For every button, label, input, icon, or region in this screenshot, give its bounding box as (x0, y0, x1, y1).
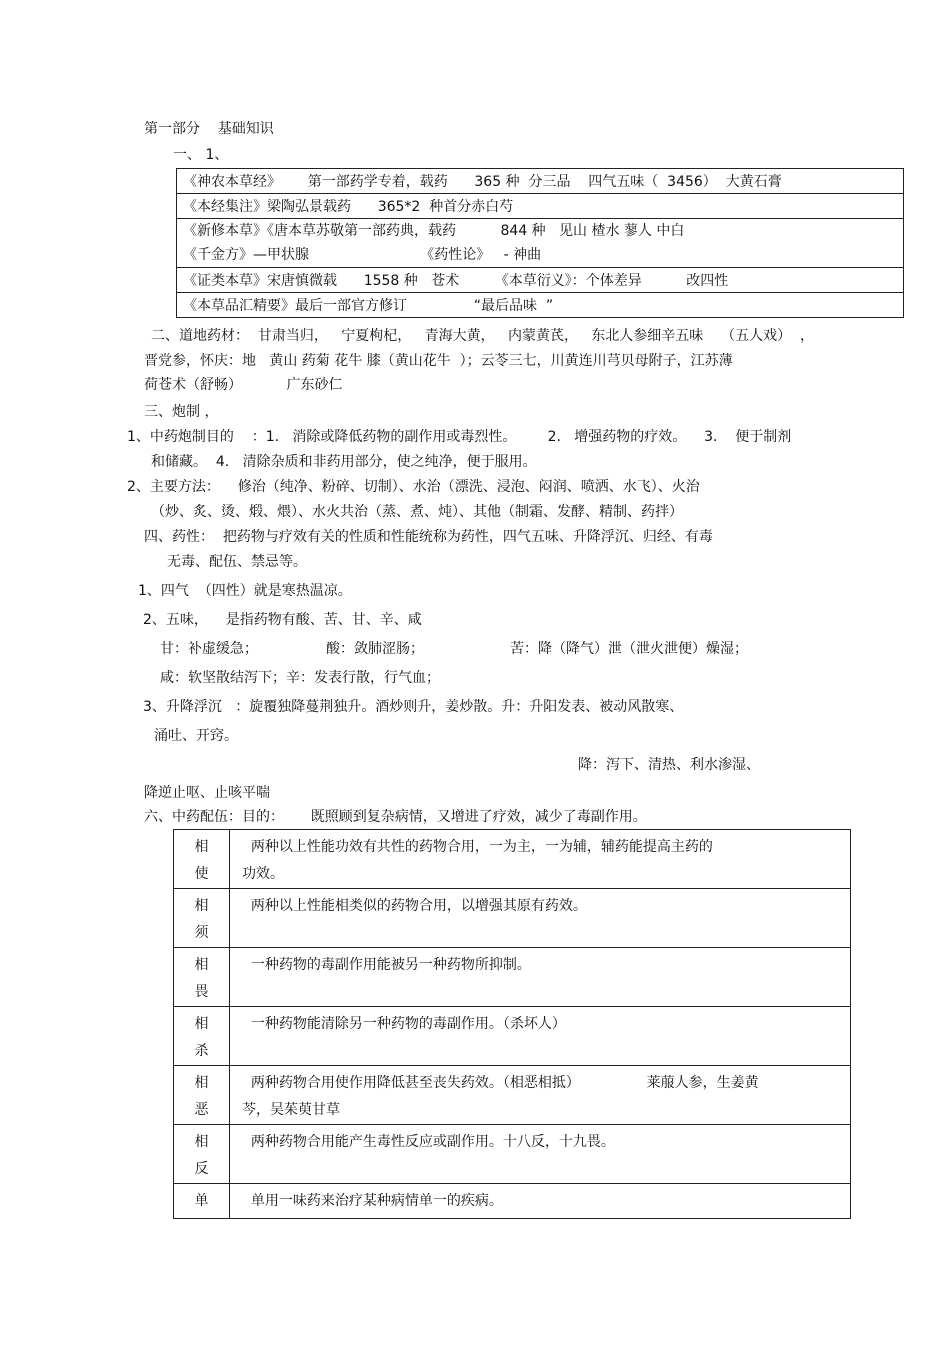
compat-key: 相 杀 (174, 1007, 230, 1066)
compat-key: 相 使 (174, 830, 230, 889)
compat-key: 相 反 (174, 1125, 230, 1184)
compat-desc: 两种以上性能功效有共性的药物合用，一为主，一为辅，辅药能提高主药的 功效。 (230, 830, 851, 889)
section-6-heading: 六、中药配伍：目的： 既照顾到复杂病情，又增进了疗效，减少了毒副作用。 (144, 809, 647, 825)
ascend-descend-line: 降逆止呕、止咳平喘 (144, 785, 270, 801)
compat-row (174, 948, 851, 1007)
section-1-heading: 一、 1、 (173, 147, 229, 163)
compat-row (174, 1184, 851, 1219)
section-3-heading: 三、炮制 ， (144, 404, 219, 420)
compat-row (174, 1125, 851, 1184)
compat-key: 单 (174, 1184, 230, 1219)
ascend-descend-line: 涌吐、开窍。 (154, 728, 238, 744)
classics-row: 《神农本草经》 第一部药学专着，载药 365 种 分三品 四气五味（ 3456） 大黄石膏 (177, 169, 904, 194)
compat-desc: 两种以上性能相类似的药物合用，以增强其原有药效。 (230, 889, 851, 948)
ascend-descend-line: 降：泻下、清热、利水渗湿、 (578, 757, 760, 773)
ascend-descend-line: 3、升降浮沉 ：旋覆独降蔓荆独升。酒炒则升，姜炒散。升：升阳发表、被动风散寒、 (143, 699, 684, 715)
section-4-line: 四、药性： 把药物与疗效有关的性质和性能统称为药性，四气五味、升降浮沉、归经、有毒 (144, 529, 713, 545)
compat-desc: 单用一味药来治疗某种病情单一的疾病。 (230, 1184, 851, 1219)
compat-desc: 两种药物合用能产生毒性反应或副作用。十八反，十九畏。 (230, 1125, 851, 1184)
compat-desc: 两种药物合用使作用降低甚至丧失药效。（相恶相抵） 莱菔人参，生姜黄 芩，吴茱萸甘草 (230, 1066, 851, 1125)
compat-row (174, 830, 851, 889)
compatibility-table (173, 829, 851, 1219)
classics-row: 《本经集注》梁陶弘景载药 365*2 种首分赤白芍 (177, 194, 904, 219)
flavor-salty-pungent: 咸：软坚散结泻下；辛：发表行散，行气血； (160, 670, 440, 686)
processing-method-line: 2、主要方法： 修治（纯净、粉碎、切制）、水治（漂洗、浸泡、闷润、喷洒、水飞）、火治 (127, 479, 700, 495)
section-4-line: 无毒、配伍、禁忌等。 (167, 554, 307, 570)
section-2-line: 二、道地药材： 甘肃当归， 宁夏枸杞， 青海大黄， 内蒙黄芪， 东北人参细辛五味 （五人戏） ， (151, 328, 815, 344)
part-title: 第一部分 基础知识 (144, 121, 274, 137)
four-qi: 1、四气 （四性）就是寒热温凉。 (138, 583, 352, 599)
section-2-line: 荷苍术（舒畅） 广东砂仁 (144, 377, 343, 393)
compat-desc: 一种药物能清除另一种药物的毒副作用。（杀坏人） (230, 1007, 851, 1066)
classics-row: 《本草品汇精要》最后一部官方修订 “最后品味 ” (177, 293, 904, 318)
processing-purpose-line: 1、中药炮制目的 ：1. 消除或降低药物的副作用或毒烈性。 2. 增强药物的疗效。 3. 便于制剂 (127, 429, 792, 445)
processing-purpose-line: 和储藏。 4. 清除杂质和非药用部分，使之纯净，便于服用。 (151, 454, 537, 470)
compat-row (174, 889, 851, 948)
classics-table (176, 168, 904, 318)
flavor-sweet: 甘：补虚缓急； (160, 641, 258, 657)
classics-row: 《新修本草》《唐本草苏敬第一部药典，载药 844 种 见山 楂水 蓼人 中白 《千金方》—甲状腺 《药性论》 - 神曲 (177, 219, 904, 268)
classics-row: 《证类本草》宋唐慎微载 1558 种 苍术 《本草衍义》：个体差异 改四性 (177, 268, 904, 293)
flavor-bitter: 苦：降（降气）泄（泄火泄便）燥湿； (510, 641, 748, 657)
compat-desc: 一种药物的毒副作用能被另一种药物所抑制。 (230, 948, 851, 1007)
compat-row (174, 1066, 851, 1125)
compat-row (174, 1007, 851, 1066)
compat-key: 相 畏 (174, 948, 230, 1007)
section-2-line: 晋党参，怀庆：地 黄山 药菊 花牛 膝（黄山花牛 ）；云苓三七，川黄连川芎贝母附子，江苏薄 (144, 353, 733, 369)
compat-key: 相 恶 (174, 1066, 230, 1125)
flavor-sour: 酸：敛肺涩肠； (326, 641, 424, 657)
processing-method-line: （炒、炙、烫、煅、煨）、水火共治（蒸、煮、炖）、其他（制霜、发酵、精制、药拌） (151, 504, 683, 520)
five-flavors: 2、五味， 是指药物有酸、苦、甘、辛、咸 (143, 612, 422, 628)
compat-key: 相 须 (174, 889, 230, 948)
